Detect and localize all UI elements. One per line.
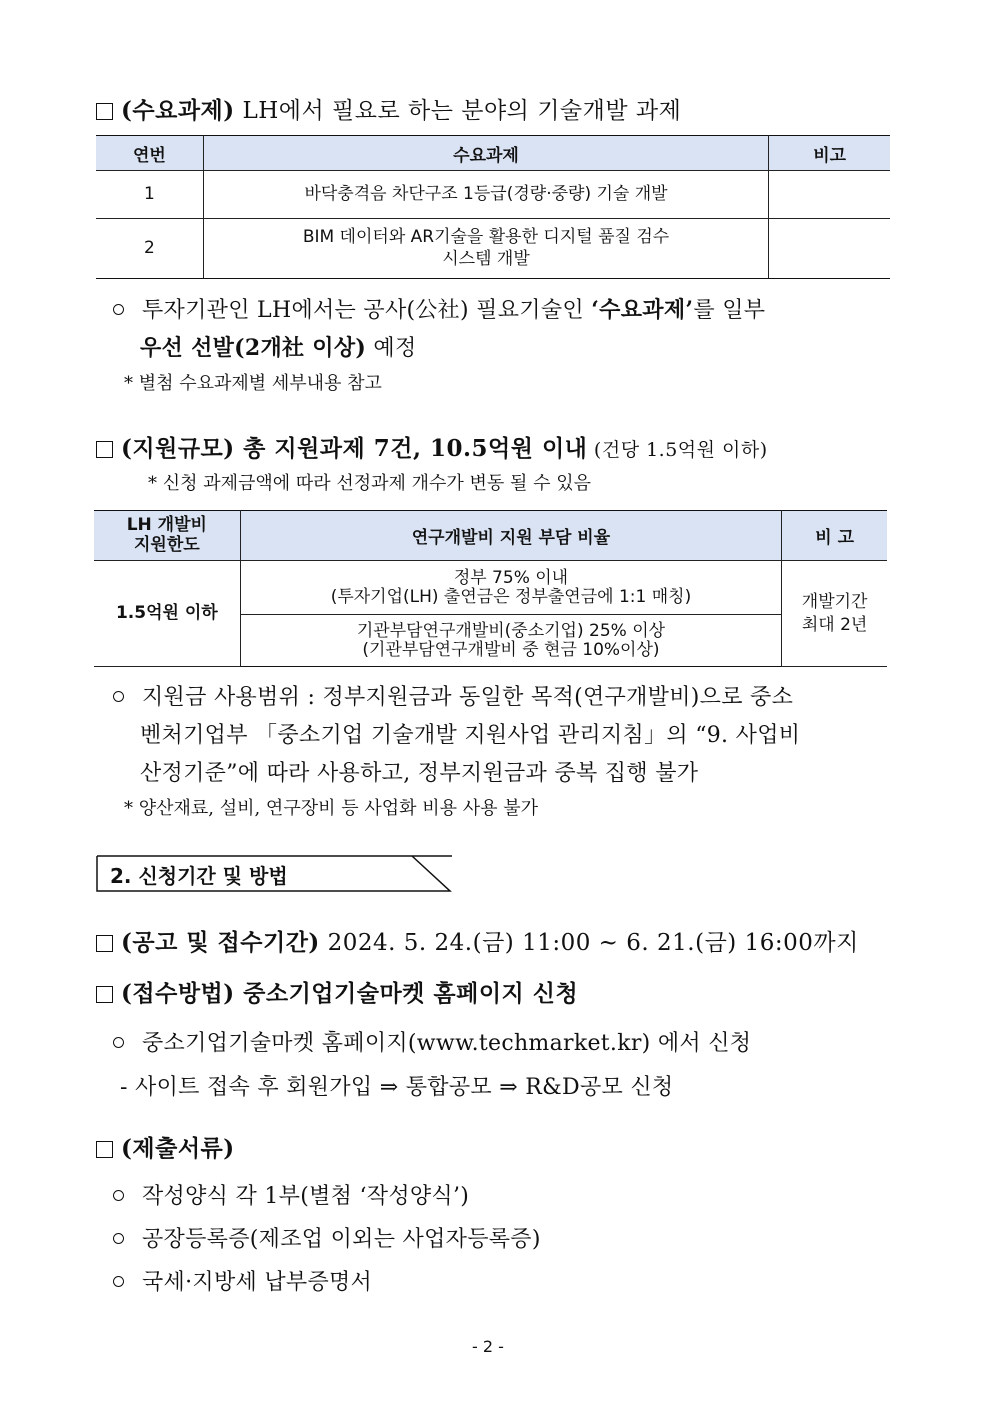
square-bullet-icon [96, 103, 113, 120]
square-bullet-icon [96, 441, 113, 458]
col-header-no: 연번 [96, 136, 203, 171]
bullet-text: 를 일부 [693, 298, 766, 323]
cell-line1: 기관부담연구개발비(중소기업) 25% 이상 [356, 620, 666, 641]
circle-bullet-icon [113, 1276, 124, 1287]
page-number: - 2 - [472, 1337, 504, 1356]
table-row [96, 219, 890, 279]
list-item [113, 1222, 541, 1253]
heading-text: 중소기업기술마켓 홈페이지 신청 [234, 980, 579, 1007]
heading-documents [96, 1130, 235, 1163]
col-header-task: 수요과제 [203, 136, 769, 171]
bullet-apply-site [113, 1026, 751, 1057]
heading-period [96, 924, 859, 957]
cell-line1: 정부 75% 이내 [453, 567, 569, 588]
table-row [94, 561, 887, 615]
circle-bullet-icon [113, 1037, 124, 1048]
table-row [96, 171, 890, 219]
task-text-line2: 시스템 개발 [442, 248, 530, 269]
heading-demand-tasks [96, 92, 681, 125]
cell-line1: 개발기간 [801, 592, 868, 613]
task-text: 바닥충격음 차단구조 1등급(경량·중량) 기술 개발 [304, 183, 668, 204]
col-header-note: 비고 [769, 136, 890, 171]
heading-label: (공고 및 접수기간) [121, 929, 320, 956]
cell-no: 2 [96, 219, 203, 279]
heading-method [96, 975, 578, 1008]
bullet-text: 지원금 사용범위 : 정부지원금과 동일한 목적(연구개발비)으로 중소 [142, 685, 794, 710]
demand-task-table [96, 135, 890, 279]
square-bullet-icon [96, 935, 113, 952]
cell-no: 1 [96, 171, 203, 219]
bullet-text: 예정 [366, 336, 417, 361]
header-line2: 지원한도 [133, 534, 200, 555]
cell-limit: 1.5억원 이하 [94, 561, 240, 667]
cell-line2: (투자기업(LH) 출연금은 정부출연금에 1:1 매칭) [330, 586, 692, 607]
cell-remark [782, 561, 887, 667]
cell-line2: 최대 2년 [801, 614, 868, 635]
heading-label: (제출서류) [121, 1135, 235, 1162]
bullet-fund-usage-line2: 벤처기업부 「중소기업 기술개발 지원사업 관리지침」의 “9. 사업비 [140, 723, 801, 748]
list-item [113, 1179, 469, 1210]
heading-text: 총 지원과제 7건, 10.5억원 이내 [234, 435, 588, 462]
cell-task [203, 171, 769, 219]
cell-gov-ratio [240, 561, 782, 615]
bullet-emphasis: ‘수요과제’ [591, 297, 694, 323]
heading-label: (수요과제) [121, 97, 235, 124]
cell-line2: (기관부담연구개발비 중 현금 10%이상) [362, 639, 660, 660]
bullet-emphasis: 우선 선발(2개社 이상) [140, 335, 367, 361]
heading-label: (지원규모) [121, 435, 235, 462]
square-bullet-icon [96, 1141, 113, 1158]
bullet-fund-usage [113, 680, 793, 711]
heading-text: 2024. 5. 24.(금) 11:00 ~ 6. 21.(금) 16:00까지 [319, 930, 859, 956]
support-ratio-table [94, 510, 887, 667]
cell-note [769, 171, 890, 219]
section-title: 2. 신청기간 및 방법 [110, 864, 288, 888]
heading-paren: (건당 1.5억원 이하) [587, 439, 768, 461]
heading-label: (접수방법) [121, 980, 235, 1007]
col-header-ratio: 연구개발비 지원 부담 비율 [240, 511, 782, 561]
col-header-remark: 비 고 [782, 511, 887, 561]
cell-note [769, 219, 890, 279]
list-item [113, 1265, 372, 1296]
bullet-text: 중소기업기술마켓 홈페이지(www.techmarket.kr) 에서 신청 [142, 1031, 752, 1056]
item-text: 국세·지방세 납부증명서 [142, 1270, 373, 1295]
footnote: * 별첨 수요과제별 세부내용 참고 [124, 373, 382, 394]
cell-task [203, 219, 769, 279]
circle-bullet-icon [113, 691, 124, 702]
heading-text: LH에서 필요로 하는 분야의 기술개발 과제 [234, 98, 682, 124]
col-header-limit [94, 511, 240, 561]
heading-support-scale [96, 430, 768, 463]
circle-bullet-icon [113, 1233, 124, 1244]
bullet-text: 투자기관인 LH에서는 공사(公社) 필요기술인 [142, 298, 592, 323]
circle-bullet-icon [113, 1190, 124, 1201]
bullet-priority-selection [113, 293, 765, 324]
footnote: * 신청 과제금액에 따라 선정과제 개수가 변동 될 수 있음 [148, 473, 592, 494]
cell-org-ratio [240, 615, 782, 667]
section-title-tab [96, 855, 450, 891]
circle-bullet-icon [113, 304, 124, 315]
footnote: * 양산재료, 설비, 연구장비 등 사업화 비용 사용 불가 [124, 798, 538, 819]
item-text: 작성양식 각 1부(별첨 ‘작성양식’) [142, 1184, 470, 1209]
bullet-fund-usage-line3: 산정기준”에 따라 사용하고, 정부지원금과 중복 집행 불가 [140, 761, 699, 786]
square-bullet-icon [96, 986, 113, 1003]
dash-steps: - 사이트 접속 후 회원가입 ⇒ 통합공모 ⇒ R&D공모 신청 [120, 1075, 674, 1100]
task-text-line1: BIM 데이터와 AR기술을 활용한 디지털 품질 검수 [302, 227, 670, 248]
header-line1: LH 개발비 [126, 514, 207, 535]
item-text: 공장등록증(제조업 이외는 사업자등록증) [142, 1227, 541, 1252]
bullet-priority-selection-cont [140, 331, 417, 362]
